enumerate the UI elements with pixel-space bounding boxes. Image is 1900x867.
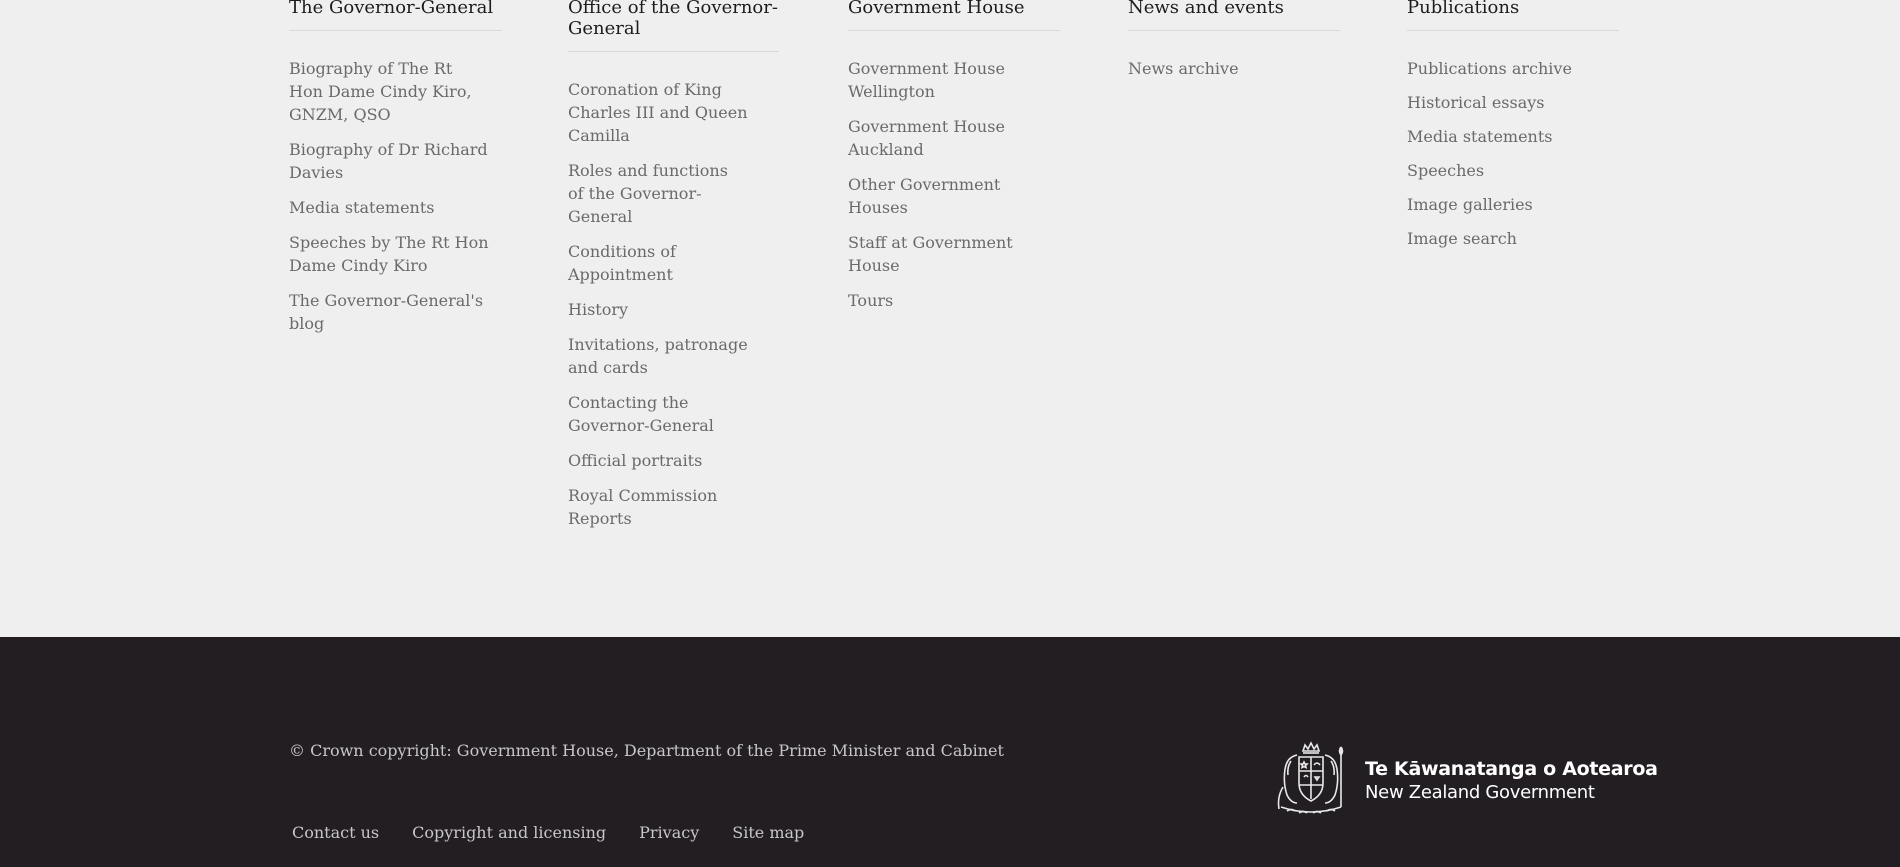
list-item (1407, 227, 1607, 250)
list-item (568, 449, 748, 472)
list-item (848, 115, 1018, 161)
site-footer (0, 637, 1900, 867)
column-heading: Office of the Governor-General (568, 0, 779, 52)
list-item (848, 173, 1018, 219)
sitemap-link[interactable]: Contacting the Governor-General (568, 393, 714, 435)
link-list (289, 57, 489, 335)
sitemap-link[interactable]: Government House Wellington (848, 59, 1005, 101)
column-heading: News and events (1128, 0, 1340, 31)
link-list (848, 57, 1018, 312)
list-item (568, 159, 748, 228)
list-item (848, 289, 1018, 312)
sitemap-column-news-events (1128, 0, 1340, 92)
sitemap-column-governor-general (289, 0, 502, 347)
footer-link-item (732, 823, 804, 843)
nz-government-maori-name: Te Kāwanatanga o Aotearoa (1365, 758, 1658, 780)
nz-government-english-name: New Zealand Government (1365, 782, 1595, 803)
list-item (568, 391, 748, 437)
sitemap-link[interactable]: News archive (1128, 59, 1239, 78)
list-item (568, 484, 748, 530)
list-item (568, 78, 748, 147)
sitemap-link[interactable]: Coronation of King Charles III and Queen Camilla (568, 80, 748, 145)
sitemap-link[interactable]: The Governor-General's blog (289, 291, 484, 333)
footer-link-copyright[interactable]: Copyright and licensing (412, 823, 607, 842)
list-item (1128, 57, 1328, 80)
list-item (1407, 193, 1607, 216)
list-item (1407, 57, 1607, 80)
sitemap-link[interactable]: Royal Commission Reports (568, 486, 718, 528)
footer-link-item (292, 823, 379, 843)
link-list (1128, 57, 1328, 80)
list-item (848, 57, 1018, 103)
nz-coat-of-arms-icon (1269, 737, 1353, 819)
footer-link-contact-us[interactable]: Contact us (292, 823, 380, 842)
sitemap-column-publications (1407, 0, 1619, 261)
sitemap-link[interactable]: Publications archive (1407, 59, 1572, 78)
footer-link-item (412, 823, 606, 843)
sitemap-link[interactable]: Tours (848, 291, 894, 310)
link-list (568, 78, 748, 530)
sitemap-link[interactable]: History (568, 300, 629, 319)
column-heading: Publications (1407, 0, 1619, 31)
sitemap-link[interactable]: Staff at Government House (848, 233, 1013, 275)
column-heading: Government House (848, 0, 1060, 31)
sitemap-link[interactable]: Speeches (1407, 161, 1485, 180)
list-item (289, 231, 489, 277)
list-item (568, 333, 748, 379)
sitemap-link[interactable]: Speeches by The Rt Hon Dame Cindy Kiro (289, 233, 489, 275)
sitemap-link[interactable]: Conditions of Appointment (568, 242, 676, 284)
sitemap-link[interactable]: Government House Auckland (848, 117, 1005, 159)
list-item (289, 57, 489, 126)
sitemap-link[interactable]: Invitations, patronage and cards (568, 335, 748, 377)
sitemap-link[interactable]: Image galleries (1407, 195, 1533, 214)
list-item (1407, 91, 1607, 114)
sitemap-link[interactable]: Media statements (289, 198, 435, 217)
sitemap-link[interactable]: Official portraits (568, 451, 703, 470)
sitemap-link[interactable]: Historical essays (1407, 93, 1545, 112)
list-item (568, 240, 748, 286)
link-list (1407, 57, 1607, 250)
nz-government-logo-link[interactable] (1269, 737, 1658, 819)
sitemap-link[interactable]: Media statements (1407, 127, 1553, 146)
copyright-notice: © Crown copyright: Government House, Department of the Prime Minister and Cabinet (289, 741, 1004, 760)
sitemap-link[interactable]: Biography of Dr Richard Davies (289, 140, 488, 182)
sitemap-column-government-house (848, 0, 1060, 324)
list-item (289, 289, 489, 335)
sitemap-link[interactable]: Other Government Houses (848, 175, 1001, 217)
list-item (1407, 159, 1607, 182)
list-item (1407, 125, 1607, 148)
footer-link-site-map[interactable]: Site map (732, 823, 805, 842)
sitemap-link[interactable]: Image search (1407, 229, 1517, 248)
footer-link-privacy[interactable]: Privacy (639, 823, 700, 842)
column-heading: The Governor-General (289, 0, 502, 31)
list-item (289, 196, 489, 219)
list-item (568, 298, 748, 321)
footer-link-item (639, 823, 699, 843)
sitemap-link[interactable]: Roles and functions of the Governor-General (568, 161, 728, 226)
sitemap-column-office (568, 0, 779, 542)
sitemap-link[interactable]: Biography of The Rt Hon Dame Cindy Kiro, GNZM, QSO (289, 59, 472, 124)
list-item (848, 231, 1018, 277)
footer-links (292, 823, 837, 843)
list-item (289, 138, 489, 184)
